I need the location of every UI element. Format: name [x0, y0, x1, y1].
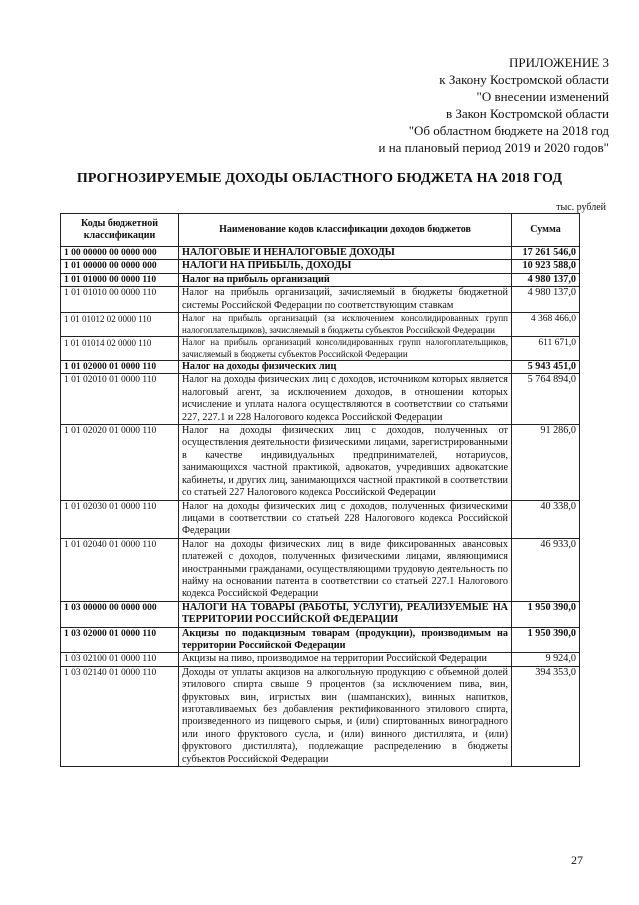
appendix-line: ПРИЛОЖЕНИЕ 3	[509, 55, 609, 70]
row-name: НАЛОГОВЫЕ И НЕНАЛОГОВЫЕ ДОХОДЫ	[179, 247, 512, 260]
table-row	[61, 601, 580, 627]
row-code: 1 03 02100 01 0000 110	[61, 653, 179, 666]
unit-label: тыс. рублей	[556, 202, 606, 213]
row-name: Налог на доходы физических лиц с доходов, источником которых является налоговый агент, за исключением доходов, в отношении которых исчисление и уплата налога осуществляются в соответствии со статьями 227, 227.1 и 228 Налогового кодекса Российской Федерации	[179, 374, 512, 425]
row-code: 1 03 02000 01 0000 110	[61, 627, 179, 653]
table-row	[61, 500, 580, 538]
table-row	[61, 538, 580, 601]
table-row	[61, 627, 580, 653]
row-sum: 611 671,0	[512, 337, 580, 361]
row-code: 1 01 02010 01 0000 110	[61, 374, 179, 425]
table-row	[61, 666, 580, 766]
table-row	[61, 260, 580, 273]
row-code: 1 01 02020 01 0000 110	[61, 425, 179, 500]
appendix-line: в Закон Костромской области	[445, 106, 609, 121]
table-row	[61, 247, 580, 260]
appendix-header	[378, 54, 609, 156]
row-sum: 40 338,0	[512, 500, 580, 538]
row-code: 1 01 02000 01 0000 110	[61, 361, 179, 374]
row-name: Налог на прибыль организаций (за исключением консолидированных групп налогоплательщиков), зачисляемый в бюджеты субъектов Российской Федерации	[179, 313, 512, 337]
row-sum: 4 980 137,0	[512, 273, 580, 286]
table-row	[61, 287, 580, 313]
table-row	[61, 313, 580, 337]
row-name: Налог на доходы физических лиц в виде фиксированных авансовых платежей с доходов, полученных физическими лицами, являющимися иностранными гражданами, осуществляющими трудовую деятельность по найму на основании патента в соответствии со статьей 227.1 Налогового кодекса Российской Федерации	[179, 538, 512, 601]
row-sum: 4 368 466,0	[512, 313, 580, 337]
row-name: Акцизы на пиво, производимое на территории Российской Федерации	[179, 653, 512, 666]
row-code: 1 01 00000 00 0000 000	[61, 260, 179, 273]
row-name: Налог на доходы физических лиц с доходов, полученных от осуществления деятельности физическими лицами, зарегистрированными в качестве индивидуальных предпринимателей, нотариусов, занимающихся частной практикой, адвокатов, учредивших адвокатские кабинеты, и других лиц, занимающихся частной практикой в соответствии со статьей 227 Налогового кодекса Российской Федерации	[179, 425, 512, 500]
row-code: 1 00 00000 00 0000 000	[61, 247, 179, 260]
appendix-line: к Закону Костромской области	[439, 72, 609, 87]
row-name: Доходы от уплаты акцизов на алкогольную продукцию с объемной долей этилового спирта свыше 9 процентов (за исключением пива, вин, фруктовых вин, игристых вин (шампанских), винных напитков, изготавливаемых без добавления ректификованного этилового спирта, произведенного из пищевого сырья, и (или) спиртованных виноградного или иного фруктового сусла, и (или) винного дистиллята, и (или) фруктового дистиллята), подлежащие распределению в бюджеты субъектов Российской Федерации	[179, 666, 512, 766]
row-code: 1 03 00000 00 0000 000	[61, 601, 179, 627]
document-title: ПРОГНОЗИРУЕМЫЕ ДОХОДЫ ОБЛАСТНОГО БЮДЖЕТА НА 2018 ГОД	[76, 171, 563, 186]
table-header-row	[61, 214, 580, 247]
row-code: 1 01 01012 02 0000 110	[61, 313, 179, 337]
row-name: Налог на доходы физических лиц	[179, 361, 512, 374]
row-sum: 5 943 451,0	[512, 361, 580, 374]
table-row	[61, 361, 580, 374]
page-number: 27	[571, 853, 583, 867]
row-sum: 4 980 137,0	[512, 287, 580, 313]
row-sum: 1 950 390,0	[512, 601, 580, 627]
table-row	[61, 273, 580, 286]
row-sum: 10 923 588,0	[512, 260, 580, 273]
row-code: 1 01 01010 00 0000 110	[61, 287, 179, 313]
header-codes: Коды бюджетной классификации	[61, 214, 179, 247]
row-code: 1 03 02140 01 0000 110	[61, 666, 179, 766]
appendix-line: "Об областном бюджете на 2018 год	[408, 123, 609, 138]
row-code: 1 01 02030 01 0000 110	[61, 500, 179, 538]
row-sum: 46 933,0	[512, 538, 580, 601]
row-sum: 91 286,0	[512, 425, 580, 500]
header-sum: Сумма	[512, 214, 580, 247]
row-sum: 394 353,0	[512, 666, 580, 766]
row-name: Налог на прибыль организаций консолидированных групп налогоплательщиков, зачисляемый в бюджеты субъектов Российской Федерации	[179, 337, 512, 361]
table-row	[61, 653, 580, 666]
income-table	[60, 213, 580, 767]
row-code: 1 01 02040 01 0000 110	[61, 538, 179, 601]
table-row	[61, 374, 580, 425]
row-name: Налог на прибыль организаций	[179, 273, 512, 286]
row-sum: 1 950 390,0	[512, 627, 580, 653]
row-code: 1 01 01000 00 0000 110	[61, 273, 179, 286]
appendix-line: "О внесении изменений	[476, 89, 609, 104]
row-name: Акцизы по подакцизным товарам (продукции), производимым на территории Российской Федерации	[179, 627, 512, 653]
row-sum: 9 924,0	[512, 653, 580, 666]
table-row	[61, 337, 580, 361]
row-name: Налог на прибыль организаций, зачисляемый в бюджеты бюджетной системы Российской Федерации по соответствующим ставкам	[179, 287, 512, 313]
row-sum: 17 261 546,0	[512, 247, 580, 260]
row-sum: 5 764 894,0	[512, 374, 580, 425]
row-name: НАЛОГИ НА ПРИБЫЛЬ, ДОХОДЫ	[179, 260, 512, 273]
appendix-line: и на плановый период 2019 и 2020 годов"	[378, 140, 609, 155]
header-name: Наименование кодов классификации доходов бюджетов	[179, 214, 512, 247]
row-code: 1 01 01014 02 0000 110	[61, 337, 179, 361]
table-row	[61, 425, 580, 500]
row-name: НАЛОГИ НА ТОВАРЫ (РАБОТЫ, УСЛУГИ), РЕАЛИЗУЕМЫЕ НА ТЕРРИТОРИИ РОССИЙСКОЙ ФЕДЕРАЦИИ	[179, 601, 512, 627]
row-name: Налог на доходы физических лиц с доходов, полученных физическими лицами в соответствии со статьей 228 Налогового кодекса Российской Федерации	[179, 500, 512, 538]
